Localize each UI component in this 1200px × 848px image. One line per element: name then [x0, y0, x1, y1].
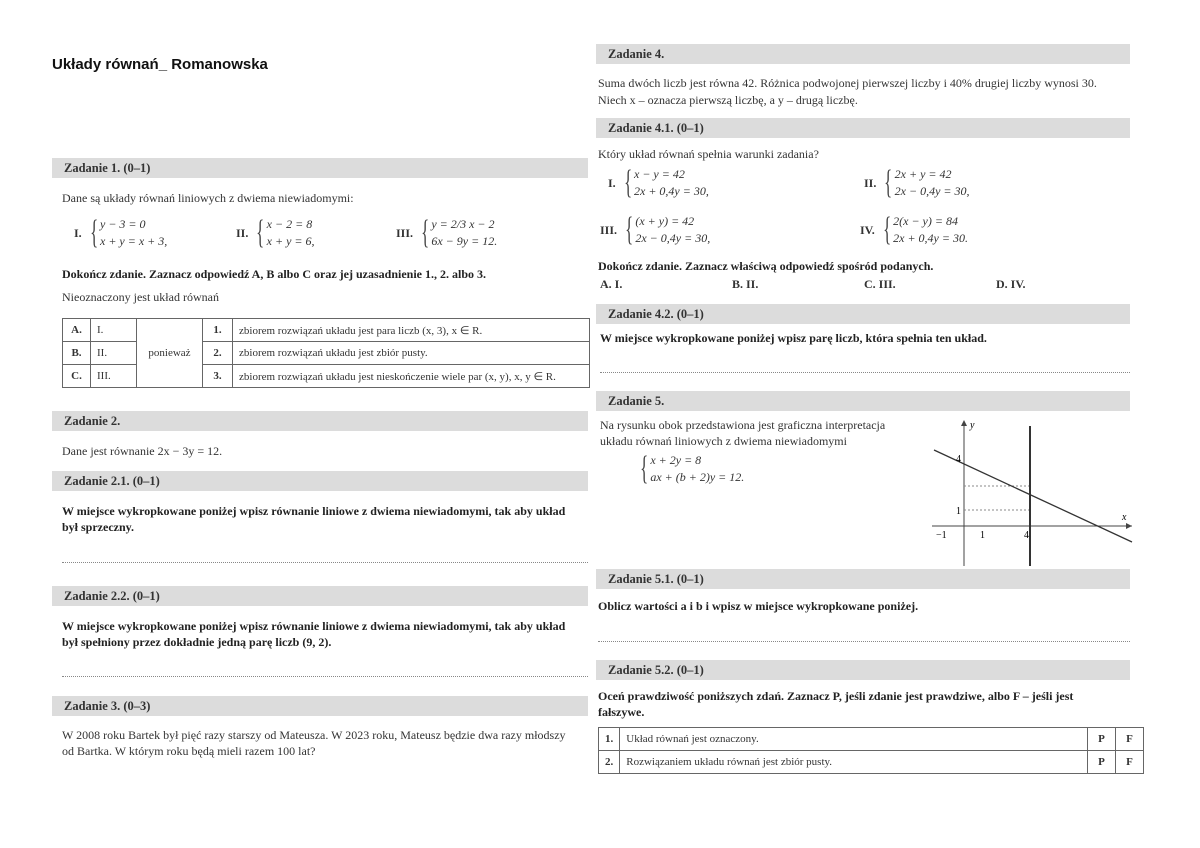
- task-1-header: Zadanie 1. (0–1): [52, 158, 588, 178]
- true-option[interactable]: P: [1088, 728, 1116, 751]
- option-c[interactable]: C. III.: [864, 277, 896, 291]
- option-value[interactable]: II.: [91, 342, 137, 365]
- task-4-2-text: W miejsce wykropkowane poniżej wpisz parę liczb, która spełnia ten układ.: [600, 331, 987, 345]
- system-number: II.: [864, 175, 877, 190]
- brace-icon: {: [623, 164, 632, 201]
- option-label[interactable]: A.: [63, 319, 91, 342]
- task-3-line-2: od Bartka. W którym roku będą mieli razem 100 lat?: [62, 744, 316, 758]
- equation: (x + y) = 42: [635, 214, 695, 228]
- task-4-1-header: Zadanie 4.1. (0–1): [596, 118, 1130, 138]
- x-axis-label: x: [1122, 512, 1127, 523]
- task-2-2-header: Zadanie 2.2. (0–1): [52, 586, 588, 606]
- task-4-1-system-1: [608, 166, 709, 200]
- y-tick-1: 1: [956, 506, 961, 517]
- false-option[interactable]: F: [1116, 728, 1144, 751]
- task-2-text: Dane jest równanie 2x − 3y = 12.: [62, 444, 223, 458]
- table-row: [599, 751, 1144, 774]
- equation: 2x − 0,4y = 30,: [635, 231, 711, 245]
- equation: y = 2/3 x − 2: [431, 217, 495, 231]
- equation: 2(x − y) = 84: [893, 214, 958, 228]
- task-2-1-line-2: był sprzeczny.: [62, 520, 134, 534]
- task-1-intro: Dane są układy równań liniowych z dwiema niewiadomymi:: [62, 191, 354, 205]
- system-number: III.: [396, 225, 414, 240]
- answer-line[interactable]: [600, 372, 1130, 373]
- answer-line[interactable]: [598, 641, 1130, 642]
- reason-text[interactable]: zbiorem rozwiązań układu jest nieskończenie wiele par (x, y), x, y ∈ R.: [233, 365, 590, 388]
- reason-text[interactable]: zbiorem rozwiązań układu jest zbiór pusty.: [233, 342, 590, 365]
- false-option[interactable]: F: [1116, 751, 1144, 774]
- task-1-instruction: Dokończ zdanie. Zaznacz odpowiedź A, B albo C oraz jej uzasadnienie 1., 2. albo 3.: [62, 267, 487, 281]
- reason-label[interactable]: 3.: [203, 365, 233, 388]
- equation: 2x + y = 42: [894, 167, 952, 181]
- task-1-system-3: [396, 216, 497, 250]
- task-4-2-header: Zadanie 4.2. (0–1): [596, 304, 1130, 324]
- brace-icon: {: [89, 214, 98, 251]
- equation: 2x + 0,4y = 30.: [893, 231, 968, 245]
- y-tick-4: 4: [956, 454, 961, 465]
- task-5-system: [636, 452, 744, 486]
- task-4-line-1: Suma dwóch liczb jest równa 42. Różnica podwojonej pierwszej liczby i 40% drugiej liczby wynosi 30.: [598, 76, 1097, 90]
- task-5-2-line-2: fałszywe.: [598, 705, 645, 719]
- equation: x + y = x + 3,: [100, 234, 168, 248]
- task-4-1-question: Który układ równań spełnia warunki zadania?: [598, 147, 819, 161]
- equation: 6x − 9y = 12.: [431, 234, 498, 248]
- task-1-answer-table: [62, 318, 590, 388]
- brace-icon: {: [884, 164, 893, 201]
- answer-line[interactable]: [62, 676, 588, 677]
- statement-text: Układ równań jest oznaczony.: [620, 728, 1088, 751]
- y-axis-arrow-icon: [961, 420, 967, 426]
- equation: x + y = 6,: [266, 234, 315, 248]
- answer-line[interactable]: [62, 562, 588, 563]
- task-2-1-header: Zadanie 2.1. (0–1): [52, 471, 588, 491]
- option-value[interactable]: I.: [91, 319, 137, 342]
- task-4-line-2: Niech x – oznacza pierwszą liczbę, a y – drugą liczbę.: [598, 93, 858, 107]
- task-5-graph: [932, 416, 1136, 568]
- system-number: III.: [600, 222, 618, 237]
- task-1-system-1: [74, 216, 167, 250]
- brace-icon: {: [421, 214, 430, 251]
- task-5-header: Zadanie 5.: [596, 391, 1130, 411]
- equation: ax + (b + 2)y = 12.: [650, 470, 745, 484]
- brace-icon: {: [882, 211, 892, 248]
- task-4-1-system-2: [864, 166, 970, 200]
- option-a[interactable]: A. I.: [600, 277, 623, 291]
- system-number: I.: [74, 225, 82, 240]
- x-tick-minus-1: −1: [936, 530, 947, 541]
- task-5-1-text: Oblicz wartości a i b i wpisz w miejsce wykropkowane poniżej.: [598, 599, 919, 613]
- row-number: 2.: [599, 751, 620, 774]
- task-2-2-line-2: był spełniony przez dokładnie jedną parę liczb (9, 2).: [62, 635, 332, 649]
- task-1-system-2: [236, 216, 315, 250]
- brace-icon: {: [256, 214, 265, 251]
- task-4-1-system-4: [860, 213, 968, 247]
- task-2-1-line-1: W miejsce wykropkowane poniżej wpisz równanie liniowe z dwiema niewiadomymi, tak aby układ: [62, 504, 566, 518]
- task-4-1-system-3: [600, 213, 710, 247]
- task-2-2-line-1: W miejsce wykropkowane poniżej wpisz równanie liniowe z dwiema niewiadomymi, tak aby układ: [62, 619, 566, 633]
- reason-text[interactable]: zbiorem rozwiązań układu jest para liczb (x, 3), x ∈ R.: [233, 319, 590, 342]
- system-number: I.: [608, 175, 616, 190]
- task-2-header: Zadanie 2.: [52, 411, 588, 431]
- task-3-line-1: W 2008 roku Bartek był pięć razy starszy od Mateusza. W 2023 roku, Mateusz będzie dwa razy młodszy: [62, 728, 566, 742]
- equation: x − 2 = 8: [266, 217, 313, 231]
- reason-label[interactable]: 1.: [203, 319, 233, 342]
- brace-icon: {: [640, 450, 649, 487]
- true-option[interactable]: P: [1088, 751, 1116, 774]
- task-3-header: Zadanie 3. (0–3): [52, 696, 588, 716]
- table-row: [599, 728, 1144, 751]
- option-value[interactable]: III.: [91, 365, 137, 388]
- task-5-2-header: Zadanie 5.2. (0–1): [596, 660, 1130, 680]
- statement-text: Rozwiązaniem układu równań jest zbiór pusty.: [620, 751, 1088, 774]
- task-5-line-2: układu równań liniowych z dwiema niewiadomymi: [600, 434, 847, 448]
- equation: x − y = 42: [634, 167, 685, 181]
- document-title: Układy równań_ Romanowska: [52, 56, 268, 73]
- equation: 2x + 0,4y = 30,: [634, 184, 709, 198]
- option-b[interactable]: B. II.: [732, 277, 759, 291]
- because-cell: ponieważ: [137, 319, 203, 388]
- task-5-1-header: Zadanie 5.1. (0–1): [596, 569, 1130, 589]
- option-label[interactable]: B.: [63, 342, 91, 365]
- task-4-header: Zadanie 4.: [596, 44, 1130, 64]
- reason-label[interactable]: 2.: [203, 342, 233, 365]
- x-axis-arrow-icon: [1126, 523, 1132, 529]
- brace-icon: {: [625, 211, 634, 248]
- task-5-line-1: Na rysunku obok przedstawiona jest graficzna interpretacja: [600, 418, 886, 432]
- row-number: 1.: [599, 728, 620, 751]
- task-5-2-line-1: Oceń prawdziwość poniższych zdań. Zaznacz P, jeśli zdanie jest prawdziwe, albo F – jeśli jest: [598, 689, 1074, 703]
- option-label[interactable]: C.: [63, 365, 91, 388]
- y-axis-label: y: [970, 420, 975, 431]
- equation: 2x − 0,4y = 30,: [894, 184, 970, 198]
- option-d[interactable]: D. IV.: [996, 277, 1026, 291]
- x-tick-4: 4: [1024, 530, 1029, 541]
- equation: x + 2y = 8: [650, 453, 702, 467]
- task-4-1-instruction: Dokończ zdanie. Zaznacz właściwą odpowiedź spośród podanych.: [598, 259, 934, 273]
- x-tick-1: 1: [980, 530, 985, 541]
- equation: y − 3 = 0: [100, 217, 146, 231]
- system-number: II.: [236, 225, 249, 240]
- system-number: IV.: [860, 222, 875, 237]
- task-1-stem: Nieoznaczony jest układ równań: [62, 290, 219, 304]
- task-5-2-table: [598, 727, 1144, 774]
